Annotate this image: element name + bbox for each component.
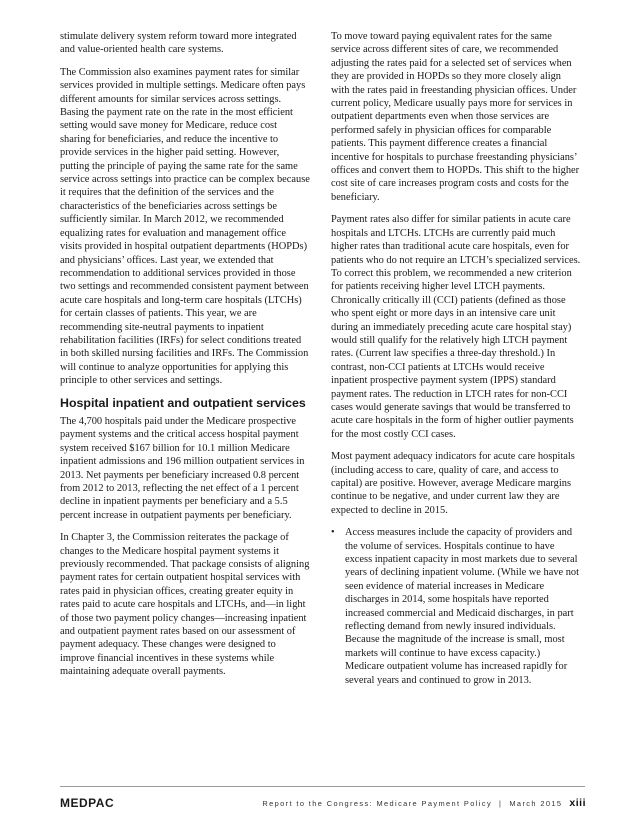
page-number: xiii [569, 797, 586, 809]
medpac-logo: MEDPAC [60, 796, 115, 810]
bullet-text: Access measures include the capacity of providers and the volume of services. Hospitals continue to have excess inpatient capacity in most markets due to several years of declining inpatient volume. (While we have not seen evidence of material increases in Medicare discharges in 2014, some hospitals have reported increased commercial and Medicaid discharges, in part reflecting demand from newly insured individuals. Because the magnitude of the increase is small, most markets will continue to have excess capacity.) Medicare outpatient volume has increased rapidly for several years and continued to grow in 2013. [345, 527, 580, 686]
paragraph: The 4,700 hospitals paid under the Medicare prospective payment systems and the critical access hospital payment system received $167 billion for 10.1 million Medicare inpatient admissions and 196 million outpatient services in 2013. Net payments per beneficiary increased 0.8 percent from 2012 to 2013, reflecting the net effect of a 1 percent decline in inpatient payments per beneficiary and a 5.5 percent increase in outpatient payments per beneficiary. [60, 415, 305, 521]
paragraph: Payment rates also differ for similar patients in acute care hospitals and LTCHs. LTCHs are currently paid much higher rates than traditional acute care hospitals, even for patients who do not require an LTCH’s specialized services. To correct this problem, we recommended a new criterion for patients receiving higher level LTCH payments. Chronically critically ill (CCI) patients (defined as those who spent eight or more days in an intensive care unit during an immediately preceding acute care hospital stay) would still qualify for the relatively high LTCH payment rates. (Current law specifies a three-day threshold.) In contrast, non-CCI patients at LTCHs would receive inpatient prospective payment system (IPPS) standard payment rates. The reduction in LTCH rates for non-CCI cases would generate savings that would be transferred to acute care hospitals in the form of higher outlier payments for the most costly CCI cases. [331, 214, 581, 440]
footer [262, 797, 586, 809]
section-heading: Hospital inpatient and outpatient services [60, 395, 306, 410]
footer-divider [60, 786, 585, 787]
bullet-icon: • [331, 527, 335, 539]
footer-date: March 2015 [509, 799, 563, 808]
footer-report-title: Report to the Congress: Medicare Payment Policy [262, 799, 493, 808]
paragraph: Most payment adequacy indicators for acute care hospitals (including access to care, quality of care, and access to capital) are positive. However, average Medicare margins continue to be negative, and under current law they are expected to decline in 2015. [331, 451, 575, 516]
paragraph: In Chapter 3, the Commission reiterates the package of changes to the Medicare hospital payment systems it previously recommended. That package consists of aligning payment rates for certain outpatient hospital services with rates paid in physician offices, creating greater equity in rates paid to acute care hospitals and LTCHs, and—in light of those two payment policy changes—increasing inpatient and outpatient payment rates based on our assessment of payment adequacy. These changes were designed to improve financial incentives in these systems while maintaining adequate overall payments. [60, 532, 310, 678]
bullet-item [331, 526, 581, 687]
paragraph: To move toward paying equivalent rates for the same service across different sites of care, we recommended adjusting the rates paid for a selected set of services when they are provided in HOPDs so they more closely align with the rates paid in freestanding physician offices. Under current policy, Medicare usually pays more for services in outpatient departments even when those services are performed safely in physician offices for comparable patients. This payment difference creates a financial incentive for hospitals to purchase freestanding physicians’ offices and convert them to HOPDs. This shift to the higher cost site of care increases program costs and costs for the beneficiary. [331, 31, 580, 203]
footer-separator: | [499, 799, 503, 808]
paragraph: The Commission also examines payment rates for similar services provided in multiple settings. Medicare often pays different amounts for similar services across settings. Basing the payment rate on the rate in the most efficient setting would save money for Medicare, reduce cost sharing for beneficiaries, and reduce the incentive to provide services in the higher paid setting. However, putting the principle of paying the same rate for the same service across settings into practice can be complex because it requires that the definition of the services and the characteristics of the beneficiaries across settings be sufficiently similar. In March 2012, we recommended equalizing rates for evaluation and management office visits provided in hospital outpatient departments (HOPDs) and physicians’ offices. Last year, we extended that recommendation to additional services provided in those two settings and recommended consistent payment between acute care hospitals and long-term care hospitals (LTCHs) for certain classes of patients. This year, we are recommending site-neutral payments to inpatient rehabilitation facilities (IRFs) for select conditions treated in both skilled nursing facilities and IRFs. The Commission will continue to analyze opportunities for applying this principle to other services and settings. [60, 66, 310, 387]
right-column [331, 30, 581, 687]
left-column [60, 30, 310, 688]
paragraph: stimulate delivery system reform toward more integrated and value-oriented health care systems. [60, 31, 297, 56]
